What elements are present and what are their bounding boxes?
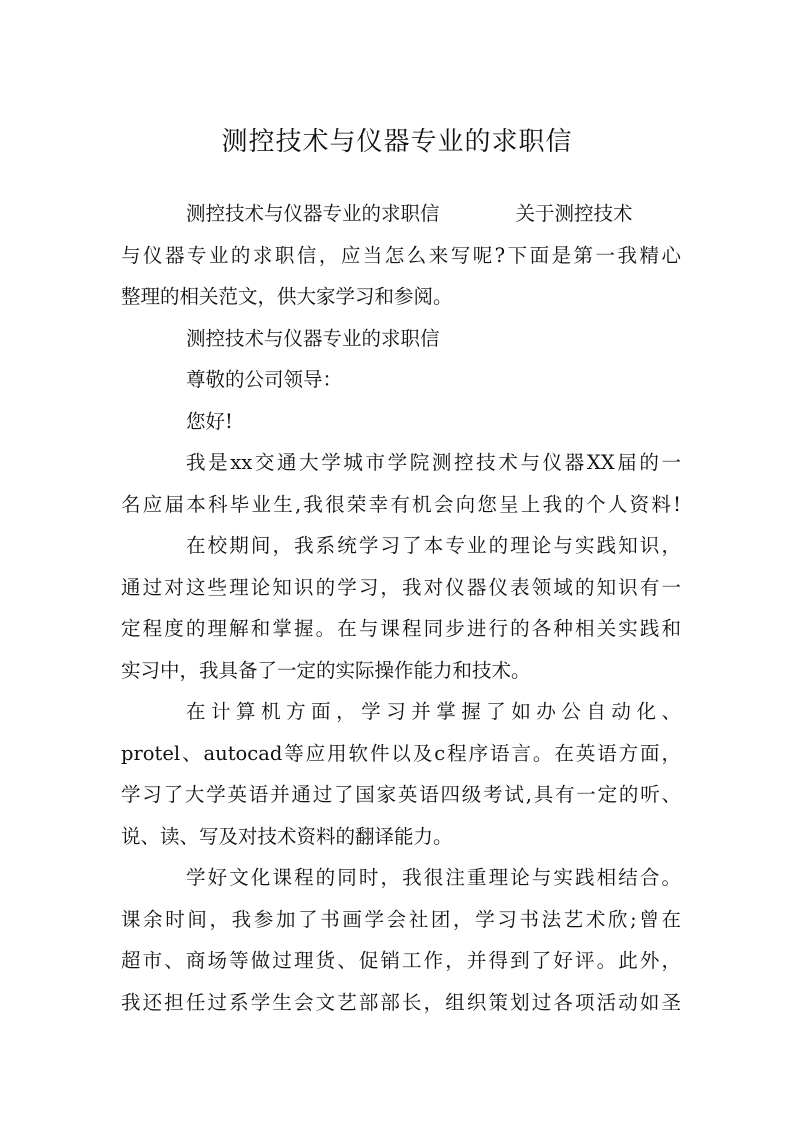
intro-line-3: 整理的相关范文，供大家学习和参阅。 bbox=[121, 285, 453, 308]
paragraph-3-line-1: 在计算机方面，学习并掌握了如办公自动化、 bbox=[186, 700, 681, 723]
paragraph-2-line-2: 通过对这些理论知识的学习，我对仪器仪表领域的知识有一 bbox=[121, 575, 681, 599]
paragraph-2-line-3: 定程度的理解和掌握。在与课程同步进行的各种相关实践和 bbox=[121, 617, 681, 640]
paragraph-2-line-4: 实习中，我具备了一定的实际操作能力和技术。 bbox=[121, 658, 531, 682]
document-body bbox=[121, 193, 681, 1023]
paragraph-2-line-1: 在校期间，我系统学习了本专业的理论与实践知识， bbox=[186, 534, 681, 557]
paragraph-4-line-4: 我还担任过系学生会文艺部部长，组织策划过各项活动如圣 bbox=[121, 990, 681, 1014]
paragraph-1-line-1: 我是xx交通大学城市学院测控技术与仪器XX届的一 bbox=[186, 451, 681, 474]
intro-heading: 测控技术与仪器专业的求职信 bbox=[186, 202, 440, 225]
paragraph-3-line-2: protel、autocad等应用软件以及c程序语言。在英语方面， bbox=[121, 741, 681, 765]
paragraph-3-line-3: 学习了大学英语并通过了国家英语四级考试,具有一定的听、 bbox=[121, 783, 681, 806]
letter-heading: 测控技术与仪器专业的求职信 bbox=[186, 326, 440, 350]
paragraph-4-line-2: 课余时间，我参加了书画学会社团，学习书法艺术欣;曾在 bbox=[121, 907, 681, 931]
paragraph-3-line-4: 说、读、写及对技术资料的翻译能力。 bbox=[121, 824, 453, 848]
paragraph-4-line-1: 学好文化课程的同时，我很注重理论与实践相结合。 bbox=[186, 866, 681, 889]
greeting: 您好! bbox=[186, 409, 233, 433]
paragraph-1-line-2: 名应届本科毕业生,我很荣幸有机会向您呈上我的个人资料! bbox=[121, 492, 681, 516]
document-title: 测控技术与仪器专业的求职信 bbox=[221, 127, 573, 157]
intro-line-1 bbox=[121, 193, 681, 235]
salutation: 尊敬的公司领导： bbox=[186, 368, 343, 391]
intro-line-2: 与仪器专业的求职信，应当怎么来写呢?下面是第一我精心 bbox=[121, 243, 681, 267]
paragraph-4-line-3: 超市、商场等做过理货、促销工作，并得到了好评。此外， bbox=[121, 949, 681, 972]
intro-lead: 关于测控技术 bbox=[515, 202, 633, 225]
